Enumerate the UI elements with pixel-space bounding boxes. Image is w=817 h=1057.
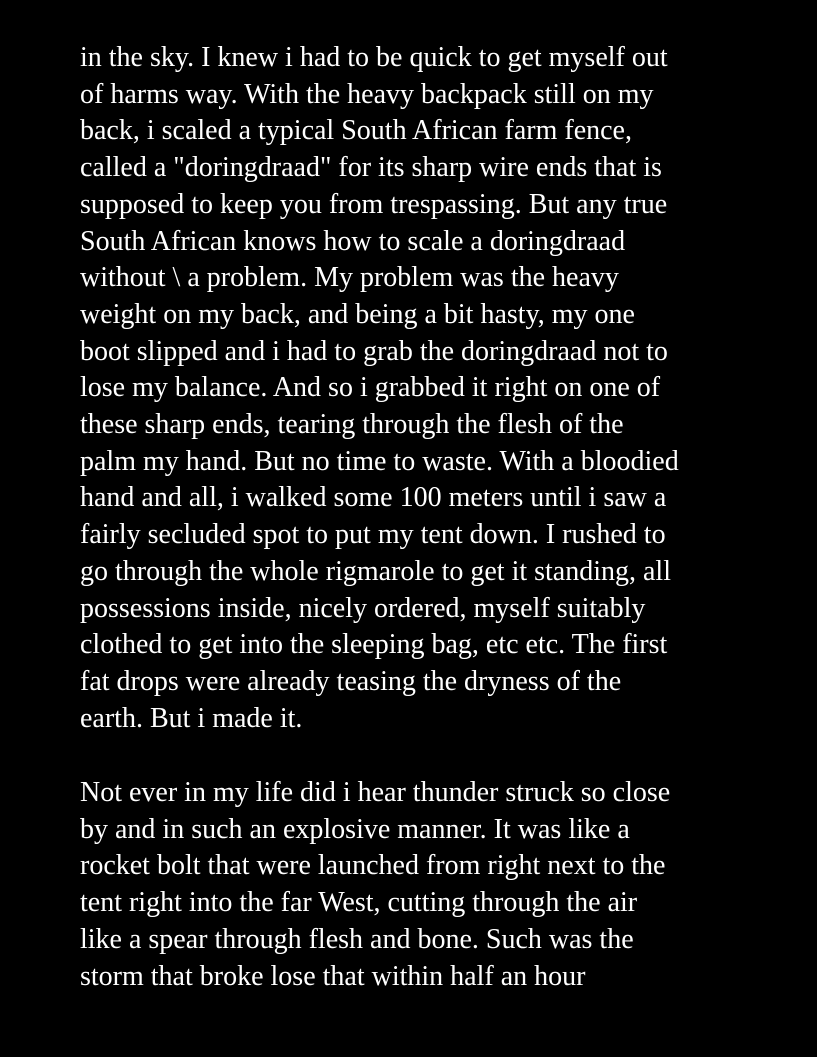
text-line: fairly secluded spot to put my tent down. I rushed to xyxy=(80,519,666,551)
text-line: like a spear through flesh and bone. Such was the xyxy=(80,923,634,955)
text-line: earth. But i made it. xyxy=(80,702,303,734)
text-line: Not ever in my life did i hear thunder struck so close xyxy=(80,777,671,808)
text-line: possessions inside, nicely ordered, myself suitably xyxy=(80,592,646,624)
paragraph-1 xyxy=(80,40,800,737)
text-line: clothed to get into the sleeping bag, etc etc. The first xyxy=(80,629,668,661)
text-line: hand and all, i walked some 100 meters until i saw a xyxy=(80,482,667,514)
paragraph-2 xyxy=(80,775,800,995)
text-line: storm that broke lose that within half an hour xyxy=(80,960,586,992)
text-line: called a "doringdraad" for its sharp wire ends that is xyxy=(80,152,662,184)
text-line: tent right into the far West, cutting through the air xyxy=(80,887,638,919)
text-line: back, i scaled a typical South African farm fence, xyxy=(80,115,632,147)
text-line: without \ a problem. My problem was the heavy xyxy=(80,262,619,294)
text-line: of harms way. With the heavy backpack still on my xyxy=(80,78,654,110)
text-line: lose my balance. And so i grabbed it right on one of xyxy=(80,372,661,404)
text-line: these sharp ends, tearing through the flesh of the xyxy=(80,409,624,441)
text-line: rocket bolt that were launched from right next to the xyxy=(80,850,666,882)
text-line: go through the whole rigmarole to get it standing, all xyxy=(80,555,671,587)
text-line: South African knows how to scale a doringdraad xyxy=(80,225,626,257)
text-line: boot slipped and i had to grab the doringdraad not to xyxy=(80,335,668,367)
text-line: by and in such an explosive manner. It was like a xyxy=(80,813,630,845)
text-line: palm my hand. But no time to waste. With a bloodied xyxy=(80,445,679,477)
text-line: supposed to keep you from trespassing. But any true xyxy=(80,188,668,220)
text-line: fat drops were already teasing the dryness of the xyxy=(80,665,622,697)
text-line: weight on my back, and being a bit hasty, my one xyxy=(80,298,635,330)
text-line: in the sky. I knew i had to be quick to get myself out xyxy=(80,42,668,73)
